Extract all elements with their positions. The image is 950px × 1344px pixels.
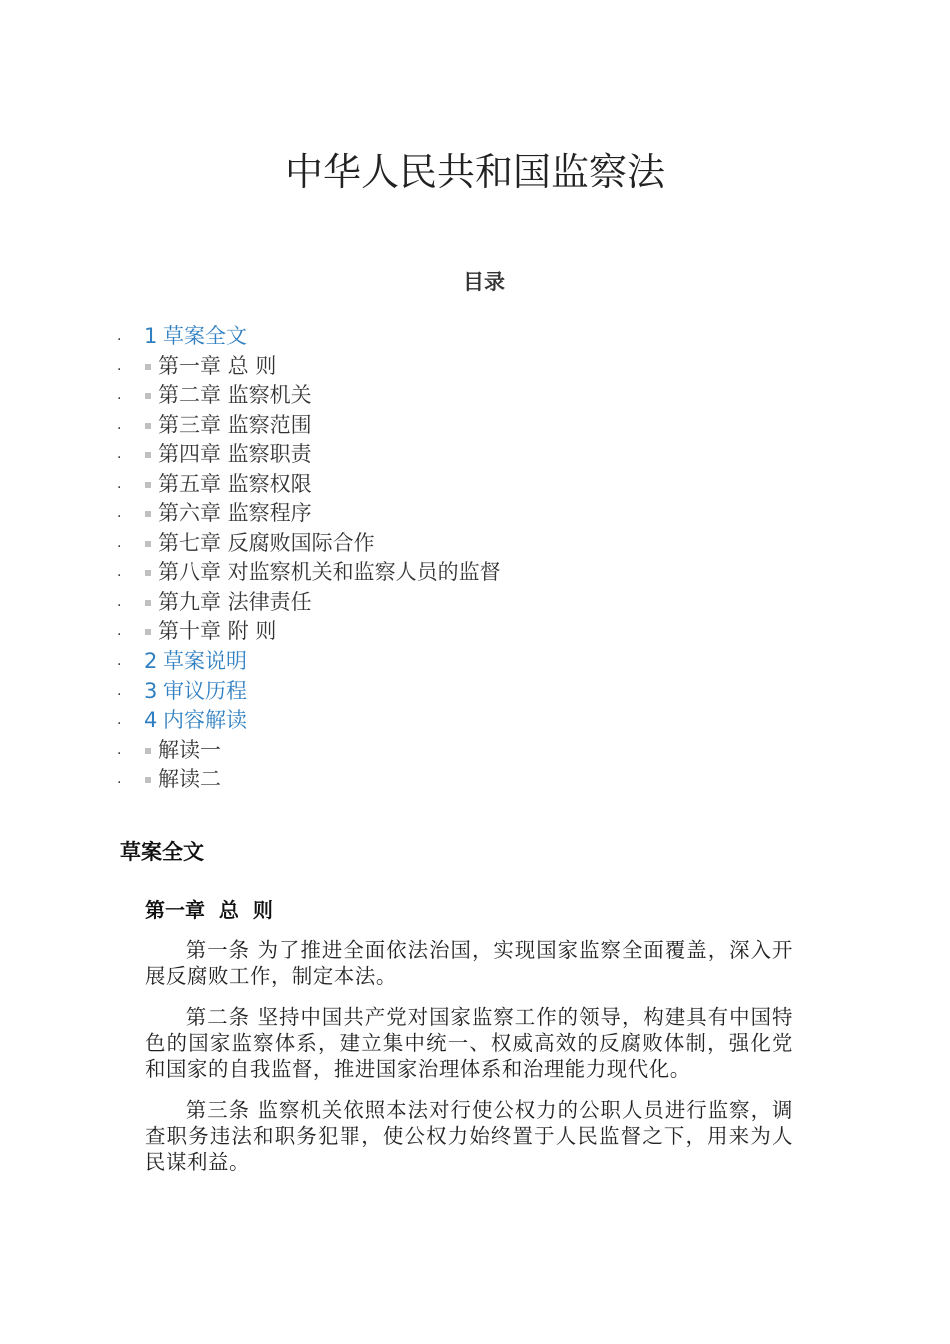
toc-subsection-link[interactable]: 第一章 总 则: [158, 353, 277, 378]
list-bullet: .: [117, 771, 122, 788]
square-bullet-icon: [145, 423, 151, 429]
list-bullet: .: [117, 564, 122, 581]
square-bullet-icon: [145, 511, 151, 517]
square-bullet-icon: [145, 393, 151, 399]
article-paragraph: 第二条 坚持中国共产党对国家监察工作的领导，构建具有中国特色的国家监察体系，建立集中统一、权威高效的反腐败体制，强化党和国家的自我监督，推进国家治理体系和治理能力现代化。: [145, 1005, 793, 1081]
square-bullet-icon: [145, 482, 151, 488]
toc-section-link[interactable]: 审议历程: [163, 678, 247, 703]
toc-subsection-link[interactable]: 第四章 监察职责: [158, 442, 312, 467]
toc-section-number[interactable]: 1: [144, 324, 158, 348]
square-bullet-icon: [145, 452, 151, 458]
list-bullet: .: [117, 416, 122, 433]
toc-section-link[interactable]: 草案全文: [163, 324, 247, 348]
toc-subsection-link[interactable]: 解读一: [158, 737, 221, 762]
list-bullet: .: [117, 328, 122, 344]
toc-subsection-link[interactable]: 第五章 监察权限: [158, 471, 312, 496]
toc-subsection-link[interactable]: 第二章 监察机关: [158, 383, 312, 408]
square-bullet-icon: [145, 600, 151, 606]
list-bullet: .: [117, 623, 122, 640]
list-bullet: .: [117, 682, 122, 699]
section-heading: 草案全文: [120, 840, 204, 864]
list-bullet: .: [117, 534, 122, 551]
article-paragraph: 第一条 为了推进全面依法治国，实现国家监察全面覆盖，深入开展反腐败工作，制定本法。: [145, 938, 793, 988]
toc-subsection-link[interactable]: 第三章 监察范围: [158, 412, 312, 437]
square-bullet-icon: [145, 570, 151, 576]
list-bullet: .: [117, 446, 122, 463]
square-bullet-icon: [145, 629, 151, 635]
square-bullet-icon: [145, 748, 151, 754]
document-title: 中华人民共和国监察法: [284, 150, 665, 194]
square-bullet-icon: [145, 364, 151, 370]
toc-subsection-link[interactable]: 第九章 法律责任: [158, 589, 312, 614]
toc-section-link[interactable]: 内容解读: [163, 708, 247, 733]
toc-section-number[interactable]: 2: [144, 649, 158, 674]
toc-subsection-link[interactable]: 第七章 反腐败国际合作: [158, 530, 375, 555]
list-bullet: .: [117, 593, 122, 610]
toc-subsection-link[interactable]: 第十章 附 则: [158, 619, 277, 644]
square-bullet-icon: [145, 541, 151, 547]
toc-heading: 目录: [463, 270, 505, 294]
square-bullet-icon: [145, 777, 151, 783]
list-bullet: .: [117, 357, 122, 374]
article-paragraph: 第三条 监察机关依照本法对行使公权力的公职人员进行监察，调查职务违法和职务犯罪，使公权力始终置于人民监督之下，用来为人民谋利益。: [145, 1098, 793, 1174]
toc-subsection-link[interactable]: 第六章 监察程序: [158, 501, 312, 526]
toc-section-number[interactable]: 3: [144, 678, 158, 703]
list-bullet: .: [117, 741, 122, 758]
list-bullet: .: [117, 712, 122, 729]
list-bullet: .: [117, 387, 122, 404]
chapter-heading: 第一章 总 则: [145, 898, 273, 922]
toc-section-link[interactable]: 草案说明: [163, 649, 247, 674]
list-bullet: .: [117, 505, 122, 522]
list-bullet: .: [117, 475, 122, 492]
toc-section-number[interactable]: 4: [144, 708, 158, 733]
toc-subsection-link[interactable]: 第八章 对监察机关和监察人员的监督: [158, 560, 501, 585]
toc-subsection-link[interactable]: 解读二: [158, 767, 221, 792]
list-bullet: .: [117, 653, 122, 670]
